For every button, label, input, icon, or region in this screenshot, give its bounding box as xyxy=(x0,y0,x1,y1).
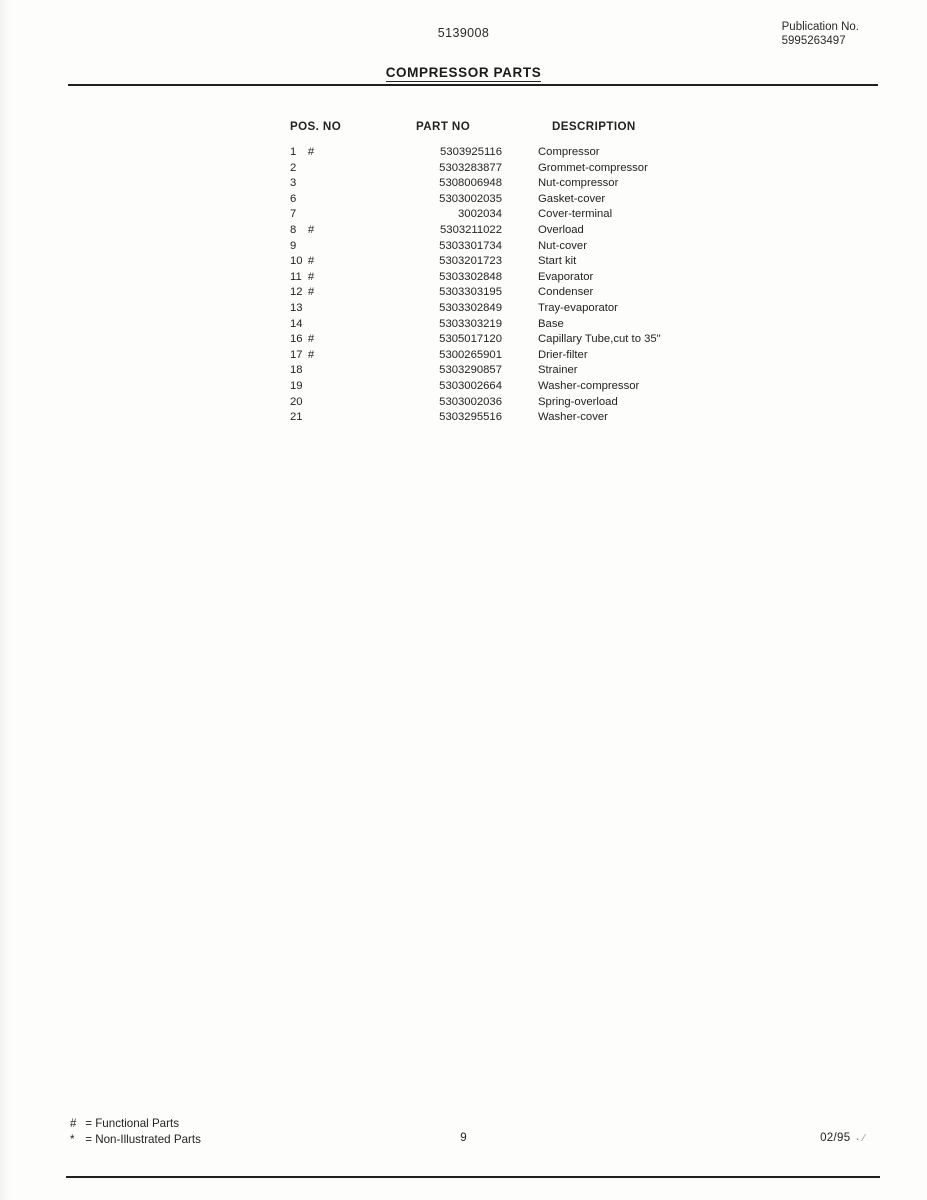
table-row xyxy=(288,176,802,192)
cell-part-no: 5303302849 xyxy=(439,301,502,314)
cell-description: Washer-cover xyxy=(538,411,608,424)
cell-part-no: 5303302848 xyxy=(439,270,502,283)
footnote-functional xyxy=(70,1116,201,1132)
table-row xyxy=(288,317,802,333)
pos-number: 18 xyxy=(290,364,303,377)
cell-description: Base xyxy=(538,317,564,330)
pos-number: 13 xyxy=(290,301,303,314)
table-row xyxy=(288,332,802,348)
functional-part-flag: # xyxy=(307,146,315,158)
cell-pos-no xyxy=(288,395,402,411)
table-row xyxy=(288,223,802,239)
cell-part-no: 5300265901 xyxy=(439,348,502,361)
cell-description: Drier-filter xyxy=(538,348,588,361)
publication-number: 5995263497 xyxy=(781,35,846,48)
cell-part-no: 5303211022 xyxy=(440,223,502,236)
page-number: 9 xyxy=(460,1132,467,1144)
header-divider xyxy=(68,84,878,86)
pos-number: 8 xyxy=(290,223,297,236)
cell-description: Start kit xyxy=(538,255,577,268)
cell-pos-no xyxy=(288,254,402,270)
document-number: 5139008 xyxy=(437,26,490,40)
cell-pos-no xyxy=(288,317,402,333)
cell-part-no: 3002034 xyxy=(458,208,502,221)
pos-number: 6 xyxy=(290,192,297,205)
footnote-functional-text: = Functional Parts xyxy=(85,1117,179,1130)
table-row xyxy=(288,207,802,223)
cell-part-no: 5303283877 xyxy=(439,161,502,174)
date-stamp-value: 02/95 xyxy=(820,1132,851,1144)
table-row xyxy=(288,363,802,379)
cell-description: Overload xyxy=(538,223,584,236)
page-title: COMPRESSOR PARTS xyxy=(385,65,542,80)
pos-number: 3 xyxy=(290,177,297,190)
table-row xyxy=(288,270,802,286)
cell-description: Washer-compressor xyxy=(538,379,640,392)
table-header-row xyxy=(288,120,802,133)
cell-part-no: 5308006948 xyxy=(439,177,502,190)
table-row xyxy=(288,301,802,317)
cell-pos-no xyxy=(288,301,402,317)
pos-number: 20 xyxy=(290,395,303,408)
cell-part-no: 5305017120 xyxy=(439,333,502,346)
footnote-nonillustrated-text: = Non-Illustrated Parts xyxy=(85,1133,201,1146)
cell-pos-no xyxy=(288,332,402,348)
cell-part-no: 5303201723 xyxy=(439,255,502,268)
pos-number: 1 xyxy=(290,146,297,158)
cell-pos-no xyxy=(288,239,402,255)
cell-pos-no xyxy=(288,207,402,223)
cell-part-no: 5303002036 xyxy=(439,395,502,408)
functional-part-flag: # xyxy=(307,223,315,236)
cell-pos-no xyxy=(288,161,402,177)
footnote-nonillustrated-symbol: * xyxy=(70,1133,75,1146)
cell-pos-no xyxy=(288,348,402,364)
cell-part-no: 5303295516 xyxy=(439,411,502,424)
pos-number: 11 xyxy=(290,270,302,283)
cell-description: Spring-overload xyxy=(538,395,618,408)
cell-part-no: 5303301734 xyxy=(439,239,502,252)
functional-part-flag: # xyxy=(307,348,315,361)
scan-edge-shadow xyxy=(0,0,10,1200)
functional-part-flag: # xyxy=(307,286,315,299)
cell-part-no: 5303925116 xyxy=(440,146,502,158)
pos-number: 7 xyxy=(290,208,297,221)
scan-smudge-mark: ⠄⁄ xyxy=(855,1133,865,1144)
cell-pos-no xyxy=(288,176,402,192)
cell-pos-no xyxy=(288,285,402,301)
column-header-description: DESCRIPTION xyxy=(552,120,636,133)
cell-description: Tray-evaporator xyxy=(538,301,618,314)
pos-number: 2 xyxy=(290,161,297,174)
cell-description: Compressor xyxy=(538,146,600,158)
cell-description: Gasket-cover xyxy=(538,192,606,205)
table-row xyxy=(288,395,802,411)
publication-block xyxy=(782,20,859,49)
cell-part-no: 5303303195 xyxy=(439,286,502,299)
cell-pos-no xyxy=(288,223,402,239)
functional-part-flag: # xyxy=(307,270,315,283)
cell-pos-no xyxy=(288,145,402,161)
cell-part-no: 5303290857 xyxy=(439,364,502,377)
column-header-pos: POS. NO xyxy=(290,120,342,133)
cell-part-no: 5303002035 xyxy=(439,192,502,205)
pos-number: 19 xyxy=(290,379,303,392)
date-stamp xyxy=(820,1132,865,1144)
cell-pos-no xyxy=(288,270,402,286)
pos-number: 17 xyxy=(290,348,303,361)
pos-number: 10 xyxy=(290,255,303,268)
table-row xyxy=(288,192,802,208)
pos-number: 9 xyxy=(290,239,297,252)
footer-divider xyxy=(66,1176,880,1178)
cell-pos-no xyxy=(288,192,402,208)
table-row xyxy=(288,161,802,177)
cell-description: Nut-compressor xyxy=(538,177,619,190)
cell-part-no: 5303002664 xyxy=(439,379,502,392)
functional-part-flag: # xyxy=(307,333,315,346)
pos-number: 14 xyxy=(290,317,303,330)
cell-pos-no xyxy=(288,410,402,426)
footnote-functional-symbol: # xyxy=(70,1117,77,1130)
cell-pos-no xyxy=(288,379,402,395)
pos-number: 16 xyxy=(290,333,303,346)
publication-label: Publication No. xyxy=(781,21,859,33)
column-header-part: PART NO xyxy=(416,120,471,133)
cell-pos-no xyxy=(288,363,402,379)
cell-part-no: 5303303219 xyxy=(439,317,502,330)
cell-description: Nut-cover xyxy=(538,239,587,252)
table-row xyxy=(288,410,802,426)
table-row xyxy=(288,239,802,255)
cell-description: Strainer xyxy=(538,364,578,377)
table-row xyxy=(288,379,802,395)
cell-description: Cover-terminal xyxy=(538,208,613,221)
cell-description: Condenser xyxy=(538,286,594,299)
table-row xyxy=(288,348,802,364)
cell-description: Capillary Tube,cut to 35" xyxy=(538,333,661,346)
page-title-wrap xyxy=(0,64,927,82)
pos-number: 21 xyxy=(290,411,303,424)
table-row xyxy=(288,254,802,270)
table-row xyxy=(288,285,802,301)
pos-number: 12 xyxy=(290,286,303,299)
parts-table xyxy=(288,120,802,426)
cell-description: Evaporator xyxy=(538,270,594,283)
table-row xyxy=(288,145,802,161)
functional-part-flag: # xyxy=(307,255,315,268)
cell-description: Grommet-compressor xyxy=(538,161,648,174)
table-body xyxy=(288,145,802,426)
